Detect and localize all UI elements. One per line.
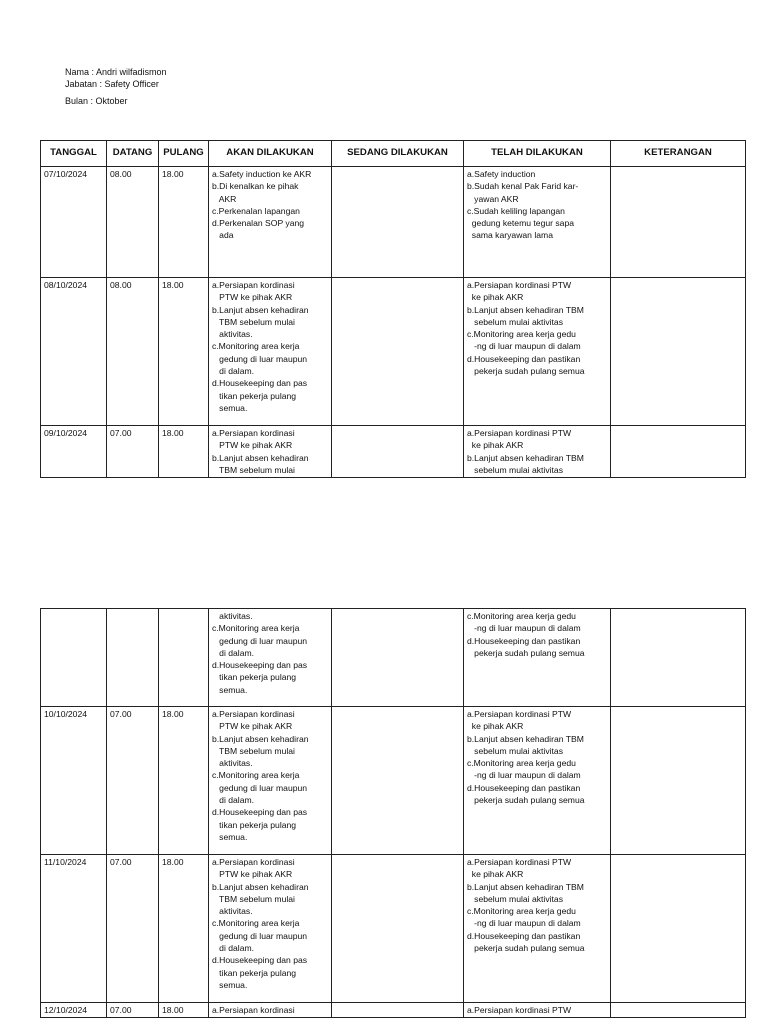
cell-tanggal: 08/10/2024	[41, 278, 107, 426]
cell-akan-dilakukan	[209, 609, 332, 707]
cell-keterangan	[611, 707, 746, 855]
cell-line: b.Lanjut absen kehadiran	[212, 452, 309, 463]
cell-pulang	[159, 609, 209, 707]
cell-line: a.Safety induction	[467, 169, 536, 179]
cell-line: sebelum mulai aktivitas	[467, 316, 563, 327]
cell-line: di dalam.	[212, 795, 255, 806]
cell-line: PTW ke pihak AKR	[212, 292, 293, 303]
table-row	[41, 278, 746, 426]
cell-telah-dilakukan	[464, 167, 611, 278]
column-header-datang: DATANG	[107, 141, 159, 167]
cell-telah-dilakukan	[464, 426, 611, 478]
employee-name: Nama : Andri wilfadismon	[65, 67, 167, 77]
cell-akan-dilakukan	[209, 855, 332, 1003]
cell-line: TBM sebelum mulai	[212, 745, 295, 756]
cell-akan-dilakukan	[209, 707, 332, 855]
cell-line: c.Monitoring area kerja gedu	[467, 906, 576, 917]
table-body-page-1	[41, 167, 746, 478]
cell-line: a.Persiapan kordinasi PTW	[467, 1005, 572, 1015]
cell-line: ada	[212, 230, 234, 241]
cell-line: aktivitas.	[212, 329, 253, 340]
cell-line: pekerja sudah pulang semua	[467, 795, 585, 806]
cell-line: c.Monitoring area kerja gedu	[467, 758, 576, 769]
cell-line: a.Persiapan kordinasi PTW	[467, 709, 572, 719]
cell-datang: 07.00	[107, 1003, 159, 1018]
cell-line: b.Lanjut absen kehadiran TBM	[467, 304, 584, 315]
cell-line: d.Perkenalan SOP yang	[212, 218, 305, 229]
cell-line: -ng di luar maupun di dalam	[467, 623, 581, 634]
column-header-tanggal: TANGGAL	[41, 141, 107, 167]
cell-sedang-dilakukan	[332, 278, 464, 426]
cell-line: semua.	[212, 402, 248, 413]
cell-keterangan	[611, 609, 746, 707]
table-row	[41, 1003, 746, 1018]
cell-keterangan	[611, 278, 746, 426]
cell-line: c.Monitoring area kerja	[212, 918, 300, 929]
column-header-telah-dilakukan: TELAH DILAKUKAN	[464, 141, 611, 167]
cell-line: semua.	[212, 831, 248, 842]
cell-line: aktivitas.	[212, 906, 253, 917]
cell-line: d.Housekeeping dan pastikan	[467, 635, 581, 646]
cell-sedang-dilakukan	[332, 707, 464, 855]
cell-sedang-dilakukan	[332, 855, 464, 1003]
cell-line: TBM sebelum mulai	[212, 893, 295, 904]
cell-line: a.Persiapan kordinasi	[212, 709, 295, 719]
cell-line: b.Lanjut absen kehadiran	[212, 733, 309, 744]
cell-line: semua.	[212, 684, 248, 695]
cell-line: gedung di luar maupun	[212, 930, 308, 941]
cell-line: TBM sebelum mulai	[212, 464, 295, 475]
cell-line: c.Monitoring area kerja	[212, 770, 300, 781]
cell-line: -ng di luar maupun di dalam	[467, 770, 581, 781]
cell-akan-dilakukan	[209, 278, 332, 426]
cell-line: a.Safety induction ke AKR	[212, 169, 312, 179]
cell-line: TBM sebelum mulai	[212, 316, 295, 327]
cell-telah-dilakukan	[464, 278, 611, 426]
table-row	[41, 855, 746, 1003]
cell-line: sama karyawan lama	[467, 230, 553, 241]
cell-datang: 08.00	[107, 278, 159, 426]
cell-line: pekerja sudah pulang semua	[467, 647, 585, 658]
cell-line: AKR	[212, 193, 237, 204]
cell-line: c.Monitoring area kerja gedu	[467, 611, 576, 621]
cell-telah-dilakukan	[464, 1003, 611, 1018]
cell-line: a.Persiapan kordinasi PTW	[467, 280, 572, 290]
cell-datang: 07.00	[107, 426, 159, 478]
activity-log-table-page-2	[40, 608, 746, 1018]
cell-keterangan	[611, 1003, 746, 1018]
cell-line: d.Housekeeping dan pastikan	[467, 353, 581, 364]
cell-sedang-dilakukan	[332, 1003, 464, 1018]
cell-datang: 07.00	[107, 855, 159, 1003]
cell-line: pekerja sudah pulang semua	[467, 366, 585, 377]
cell-telah-dilakukan	[464, 707, 611, 855]
cell-line: PTW ke pihak AKR	[212, 440, 293, 451]
cell-line: d.Housekeeping dan pas	[212, 660, 308, 671]
cell-line: di dalam.	[212, 647, 255, 658]
cell-line: b.Lanjut absen kehadiran TBM	[467, 733, 584, 744]
cell-line: PTW ke pihak AKR	[212, 869, 293, 880]
cell-line: a.Persiapan kordinasi PTW	[467, 428, 572, 438]
cell-line: gedung di luar maupun	[212, 782, 308, 793]
cell-line: semua.	[212, 979, 248, 990]
cell-line: ke pihak AKR	[467, 440, 524, 451]
cell-line: c.Perkenalan lapangan	[212, 205, 300, 216]
cell-tanggal: 12/10/2024	[41, 1003, 107, 1018]
cell-akan-dilakukan	[209, 426, 332, 478]
cell-line: b.Lanjut absen kehadiran TBM	[467, 881, 584, 892]
cell-line: c.Monitoring area kerja	[212, 623, 300, 634]
column-header-sedang-dilakukan: SEDANG DILAKUKAN	[332, 141, 464, 167]
cell-line: c.Monitoring area kerja	[212, 341, 300, 352]
cell-line: ke pihak AKR	[467, 869, 524, 880]
cell-line: a.Persiapan kordinasi PTW	[467, 857, 572, 867]
cell-pulang: 18.00	[159, 278, 209, 426]
cell-pulang: 18.00	[159, 707, 209, 855]
cell-line: tikan pekerja pulang	[212, 390, 297, 401]
report-month: Bulan : Oktober	[65, 96, 128, 106]
cell-line: -ng di luar maupun di dalam	[467, 918, 581, 929]
cell-telah-dilakukan	[464, 609, 611, 707]
table-header-row	[41, 141, 746, 167]
cell-line: d.Housekeeping dan pas	[212, 378, 308, 389]
cell-pulang: 18.00	[159, 855, 209, 1003]
cell-keterangan	[611, 426, 746, 478]
cell-datang: 08.00	[107, 167, 159, 278]
table-row	[41, 609, 746, 707]
cell-line: ke pihak AKR	[467, 721, 524, 732]
cell-tanggal	[41, 609, 107, 707]
cell-keterangan	[611, 855, 746, 1003]
cell-line: c.Sudah keliling lapangan	[467, 205, 565, 216]
table-body-page-2	[41, 609, 746, 1018]
cell-line: pekerja sudah pulang semua	[467, 943, 585, 954]
cell-line: a.Persiapan kordinasi	[212, 1005, 295, 1015]
cell-line: d.Housekeeping dan pastikan	[467, 930, 581, 941]
cell-line: gedung ketemu tegur sapa	[467, 218, 575, 229]
cell-pulang: 18.00	[159, 426, 209, 478]
column-header-keterangan: KETERANGAN	[611, 141, 746, 167]
cell-pulang: 18.00	[159, 1003, 209, 1018]
cell-line: a.Persiapan kordinasi	[212, 857, 295, 867]
cell-tanggal: 11/10/2024	[41, 855, 107, 1003]
cell-line: sebelum mulai aktivitas	[467, 464, 563, 475]
cell-datang	[107, 609, 159, 707]
cell-line: tikan pekerja pulang	[212, 819, 297, 830]
cell-line: PTW ke pihak AKR	[212, 721, 293, 732]
cell-line: tikan pekerja pulang	[212, 967, 297, 978]
column-header-pulang: PULANG	[159, 141, 209, 167]
cell-telah-dilakukan	[464, 855, 611, 1003]
cell-line: sebelum mulai aktivitas	[467, 745, 563, 756]
cell-line: b.Lanjut absen kehadiran	[212, 304, 309, 315]
cell-line: sebelum mulai aktivitas	[467, 893, 563, 904]
cell-line: b.Lanjut absen kehadiran	[212, 881, 309, 892]
cell-akan-dilakukan	[209, 1003, 332, 1018]
cell-sedang-dilakukan	[332, 167, 464, 278]
cell-line: b.Di kenalkan ke pihak	[212, 181, 299, 192]
cell-sedang-dilakukan	[332, 609, 464, 707]
cell-line: di dalam.	[212, 943, 255, 954]
cell-datang: 07.00	[107, 707, 159, 855]
cell-tanggal: 07/10/2024	[41, 167, 107, 278]
table-row	[41, 707, 746, 855]
cell-line: d.Housekeeping dan pastikan	[467, 782, 581, 793]
table-row	[41, 167, 746, 278]
report-header	[65, 66, 167, 107]
table-row	[41, 426, 746, 478]
cell-line: c.Monitoring area kerja gedu	[467, 329, 576, 340]
cell-keterangan	[611, 167, 746, 278]
cell-tanggal: 10/10/2024	[41, 707, 107, 855]
cell-line: a.Persiapan kordinasi	[212, 428, 295, 438]
cell-tanggal: 09/10/2024	[41, 426, 107, 478]
cell-line: tikan pekerja pulang	[212, 672, 297, 683]
column-header-akan-dilakukan: AKAN DILAKUKAN	[209, 141, 332, 167]
cell-line: gedung di luar maupun	[212, 353, 308, 364]
cell-line: b.Sudah kenal Pak Farid kar-	[467, 181, 579, 192]
cell-line: di dalam.	[212, 366, 255, 377]
activity-log-table-page-1	[40, 140, 746, 478]
cell-line: b.Lanjut absen kehadiran TBM	[467, 452, 584, 463]
cell-line: a.Persiapan kordinasi	[212, 280, 295, 290]
cell-line: ke pihak AKR	[467, 292, 524, 303]
cell-line: gedung di luar maupun	[212, 635, 308, 646]
cell-line: d.Housekeeping dan pas	[212, 807, 308, 818]
cell-line: -ng di luar maupun di dalam	[467, 341, 581, 352]
cell-sedang-dilakukan	[332, 426, 464, 478]
employee-position: Jabatan : Safety Officer	[65, 79, 159, 89]
cell-line: aktivitas.	[212, 758, 253, 769]
cell-pulang: 18.00	[159, 167, 209, 278]
cell-line: aktivitas.	[212, 611, 253, 621]
cell-line: yawan AKR	[467, 193, 519, 204]
cell-akan-dilakukan	[209, 167, 332, 278]
cell-line: d.Housekeeping dan pas	[212, 955, 308, 966]
